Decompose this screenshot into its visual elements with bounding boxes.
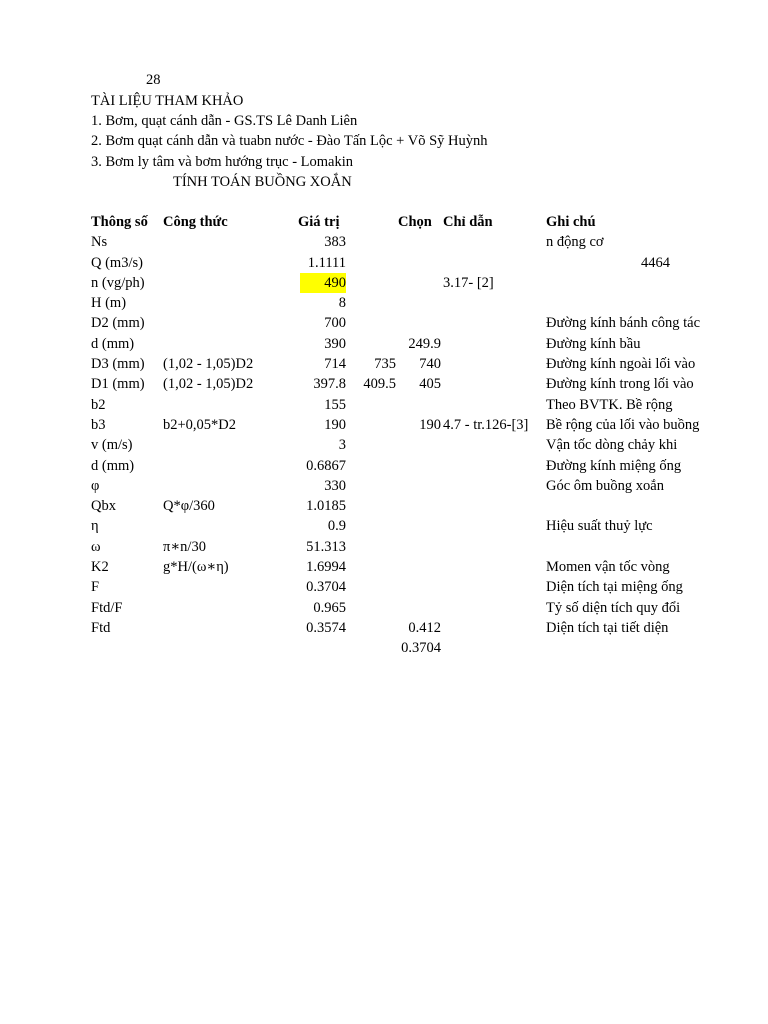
cell-value: 714 [324,356,346,373]
cell-param: η [91,518,99,535]
page-number: 28 [146,72,161,88]
header-value: Giá trị [298,214,340,230]
table-row [0,476,768,496]
table-row [0,618,768,638]
cell-formula: g*H/(ω∗η) [163,559,229,576]
cell-value: 0.3574 [306,619,346,636]
table-row [0,232,768,252]
cell-value: 0.6867 [306,457,346,474]
table-row [0,577,768,597]
header-guide: Chỉ dẫn [443,214,493,230]
cell-value: 0.965 [313,599,346,616]
table-row [0,598,768,618]
cell-formula: b2+0,05*D2 [163,416,237,433]
cell-param: n (vg/ph) [91,274,145,291]
cell-note: Góc ôm buồng xoắn [546,477,664,494]
cell-note: Đường kính ngoài lối vào [546,356,696,373]
cell-value: 1.1111 [307,254,346,271]
table-row [0,516,768,536]
cell-choice: 405 [419,376,441,393]
header-choice: Chọn [398,214,432,230]
table-row [0,395,768,415]
cell-guide: 3.17- [2] [443,274,494,291]
table-row [0,273,768,293]
cell-value: 383 [324,234,346,251]
table-header-row [0,212,768,232]
header-param: Thông số [91,214,148,230]
reference-item: 3. Bơm ly tâm và bơm hướng trục - Lomakin [91,154,354,170]
cell-note: Đường kính bánh công tác [546,315,701,332]
table-row [0,253,768,273]
cell-param: Qbx [91,498,116,515]
cell-value: 51.313 [306,538,346,555]
cell-param: D2 (mm) [91,315,145,332]
cell-param: d (mm) [91,335,135,352]
cell-note: n động cơ [546,234,604,251]
cell-note: Đường kính bầu [546,335,641,352]
table-row [0,496,768,516]
table-row [0,374,768,394]
cell-note: Vận tốc dòng chảy khi [546,437,678,454]
cell-value: 155 [324,396,346,413]
cell-formula: π∗n/30 [163,538,206,555]
cell-choice: 190 [419,416,441,433]
cell-note: Tỷ số diện tích quy đổi [546,599,681,616]
cell-param: F [91,579,100,596]
table-row [0,415,768,435]
cell-param: Q (m3/s) [91,254,143,271]
cell-guide: 4.7 - tr.126-[3] [443,416,529,433]
cell-param: Ftd [91,619,111,636]
cell-note: Đường kính trong lối vào [546,376,694,393]
table-row [0,435,768,455]
cell-value: 397.8 [313,376,346,393]
cell-param: D1 (mm) [91,376,145,393]
header-formula: Công thức [163,214,228,230]
table-row [0,293,768,313]
reference-item: 1. Bơm, quạt cánh dẫn - GS.TS Lê Danh Liên [91,113,358,129]
cell-param: b2 [91,396,106,413]
cell-param: K2 [91,559,109,576]
header-note: Ghi chú [546,214,596,230]
cell-param: b3 [91,416,106,433]
cell-formula: (1,02 - 1,05)D2 [163,356,254,373]
table-row [0,313,768,333]
cell-param: φ [91,477,100,494]
table-row [0,638,768,658]
reference-item: 2. Bơm quạt cánh dẫn và tuabn nước - Đào Tấn Lộc + Võ Sỹ Huỳnh [91,133,488,149]
cell-choice: 249.9 [408,335,441,352]
cell-value: 490 [300,273,346,293]
cell-formula: (1,02 - 1,05)D2 [163,376,254,393]
cell-value: 3 [338,437,346,454]
table-row [0,456,768,476]
cell-note: Momen vận tốc vòng [546,559,670,576]
cell-value: 330 [324,477,346,494]
cell-note: Bề rộng của lối vào buồng [546,416,700,433]
references-heading: TÀI LIỆU THAM KHẢO [91,93,244,109]
cell-choice: 740 [419,356,441,373]
cell-far: 4464 [641,254,670,271]
cell-value: 0.3704 [306,579,346,596]
cell-param: v (m/s) [91,437,133,454]
table-row [0,557,768,577]
table-row [0,354,768,374]
cell-choice: 0.412 [408,619,441,636]
calc-title: TÍNH TOÁN BUỒNG XOẮN [173,174,352,190]
cell-note: Đường kính miệng ống [546,457,682,474]
cell-extra: 409.5 [363,376,396,393]
cell-param: H (m) [91,295,127,312]
cell-value: 1.0185 [306,498,346,515]
cell-value: 700 [324,315,346,332]
cell-param: ω [91,538,101,555]
cell-note: Theo BVTK. Bề rộng [546,396,673,413]
cell-param: Ftd/F [91,599,123,616]
table-row [0,537,768,557]
cell-note: Diện tích tại tiết diện [546,619,669,636]
cell-param: d (mm) [91,457,135,474]
cell-value: 0.9 [327,518,346,535]
cell-value: 1.6994 [306,559,346,576]
calculation-table [0,212,768,659]
table-row [0,334,768,354]
cell-choice: 0.3704 [401,640,441,657]
cell-value: 8 [338,295,346,312]
cell-note: Diện tích tại miệng ống [546,579,683,596]
cell-note: Hiệu suất thuỷ lực [546,518,653,535]
cell-value: 190 [324,416,346,433]
cell-param: D3 (mm) [91,356,145,373]
cell-extra: 735 [374,356,396,373]
cell-value: 390 [324,335,346,352]
cell-param: Ns [91,234,108,251]
cell-formula: Q*φ/360 [163,498,215,515]
